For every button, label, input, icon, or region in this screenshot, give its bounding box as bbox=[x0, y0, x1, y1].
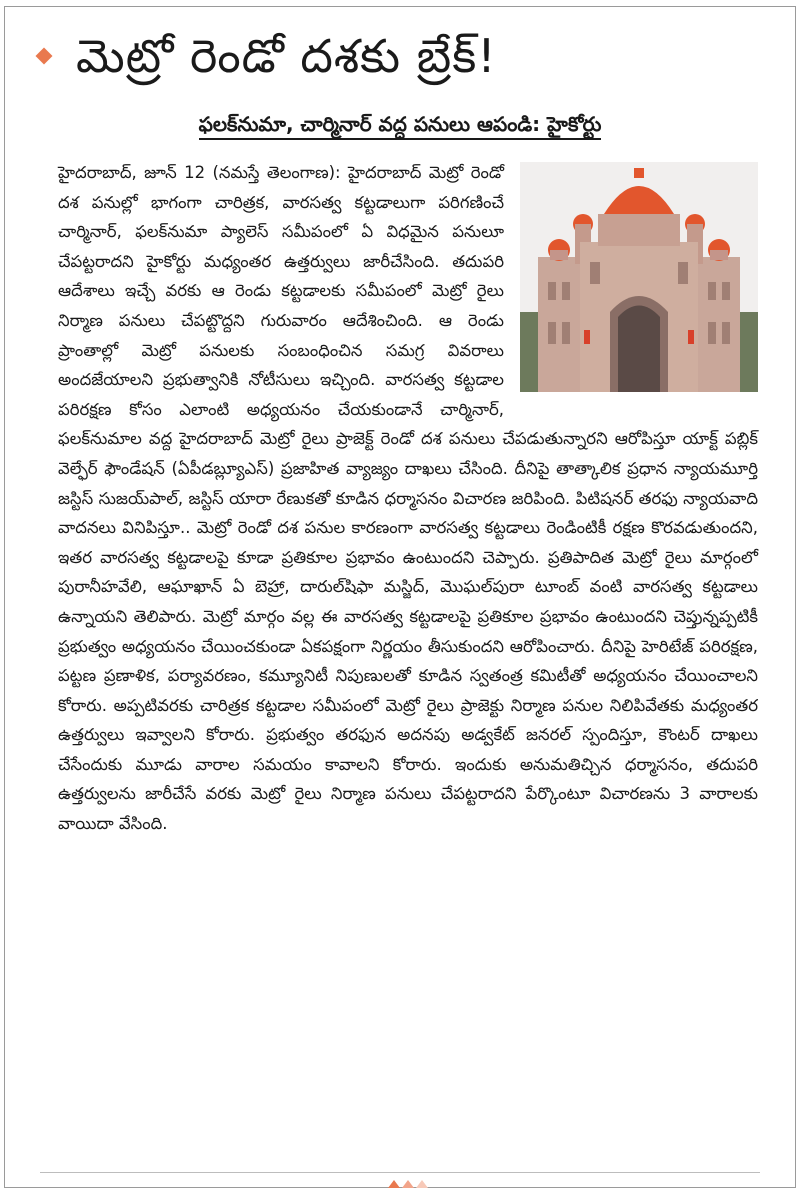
diamond-bullet-icon bbox=[36, 48, 53, 65]
bottom-divider bbox=[40, 1172, 760, 1173]
headline-row bbox=[30, 20, 770, 92]
subheadline-wrap bbox=[0, 112, 800, 141]
article-column bbox=[58, 158, 758, 839]
high-court-illustration bbox=[520, 162, 758, 392]
article-body: హైదరాబాద్, జూన్ 12 (నమస్తే తెలంగాణ): హైదరాబాద్ మెట్రో రెండో దశ పనుల్లో భాగంగా చారిత్రక, వారసత్వ కట్టడాలుగా పరిగణించే చార్మినార్, ఫలక్‌నుమా ప్యాలెస్ సమీపంలో ఏ విధమైన పనులూ చేపట్టరాదని హైకోర్టు మధ్యంతర ఉత్తర్వులు జారీచేసింది. తదుపరి ఆదేశాలు ఇచ్చే వరకు ఆ రెండు కట్టడాలకు సమీపంలో మెట్రో రైలు నిర్మాణ పనులు చేపట్టొద్దని గురువారం ఆదేశించింది. ఆ రెండు ప్రాంతాల్లో మెట్రో పనులకు సంబంధించిన సమగ్ర వివరాలు అందజేయాలని ప్రభుత్వానికి నోటీసులు ఇచ్చింది. వారసత్వ కట్టడాల పరిరక్షణ కోసం ఎలాంటి అధ్యయనం చేయకుండానే చార్మినార్, ఫలక్‌నుమాల వద్ద హైదరాబాద్ మెట్రో రైలు ప్రాజెక్ట్ రెండో దశ పనులు చేపడుతున్నారని ఆరోపిస్తూ యాక్ట్ పబ్లిక్ వెల్ఫేర్ ఫౌండేషన్ (ఏపీడబ్ల్యూఎస్) ప్రజాహిత వ్యాజ్యం దాఖలు చేసింది. దీనిపై తాత్కాలిక ప్రధాన న్యాయమూర్తి జస్టిస్ సుజయ్‌పాల్, జస్టిస్ యారా రేణుకతో కూడిన ధర్మాసనం విచారణ జరిపింది. పిటిషనర్ తరఫు న్యాయవాది వాదనలు వినిపిస్తూ.. మెట్రో రెండో దశ పనుల కారణంగా వారసత్వ కట్టడాలు రెండింటికీ రక్షణ కొరవడుతుందని, ఇతర వారసత్వ కట్టడాలపై కూడా ప్రతికూల ప్రభావం ఉంటుందని చెప్పారు. ప్రతిపాదిత మెట్రో రైలు మార్గంలో పురానీహవేలి, ఆఘాఖాన్ ఏ బెహ్రా, దారుల్‌షిఫా మస్జిద్, మొఘల్‌పురా టూంబ్ వంటి వారసత్వ కట్టడాలు ఉన్నాయని తెలిపారు. మెట్రో మార్గం వల్ల ఈ వారసత్వ కట్టడాలపై ప్రతికూల ప్రభావం ఉంటుందని చెప్తున్నప్పటికీ ప్రభుత్వం అధ్యయనం చేయించకుండా ఏకపక్షంగా నిర్ణయం తీసుకుందని ఆరోపించారు. దీనిపై హెరిటేజ్ పరిరక్షణ, పట్టణ ప్రణాళిక, పర్యావరణం, కమ్యూనిటీ నిపుణులతో కూడిన స్వతంత్ర కమిటీతో అధ్యయనం చేయించాలని కోరారు. అప్పటివరకు చారిత్రక కట్టడాల సమీపంలో మెట్రో రైలు ప్రాజెక్టు నిర్మాణ పనుల నిలిపివేతకు మధ్యంతర ఉత్తర్వులు ఇవ్వాలని కోరారు. ప్రభుత్వం తరఫున అదనపు అడ్వకేట్ జనరల్ స్పందిస్తూ, కౌంటర్ దాఖలు చేసేందుకు మూడు వారాల సమయం కావాలని కోరారు. ఇందుకు అనుమతిచ్చిన ధర్మాసనం, తదుపరి ఉత్తర్వులను జారీచేసే వరకు మెట్రో రైలు నిర్మాణ పనులు చేపట్టరాదని పేర్కొంటూ విచారణను 3 వారాలకు వాయిదా వేసింది. bbox=[58, 163, 758, 834]
headline: మెట్రో రెండో దశకు బ్రేక్! bbox=[76, 29, 497, 83]
high-court-building-photo bbox=[520, 162, 758, 392]
section-end-ornament-icon bbox=[388, 1180, 428, 1188]
subheadline: ఫలక్‌నుమా, చార్మినార్ వద్ద పనులు ఆపండి: హైకోర్టు bbox=[199, 112, 602, 140]
